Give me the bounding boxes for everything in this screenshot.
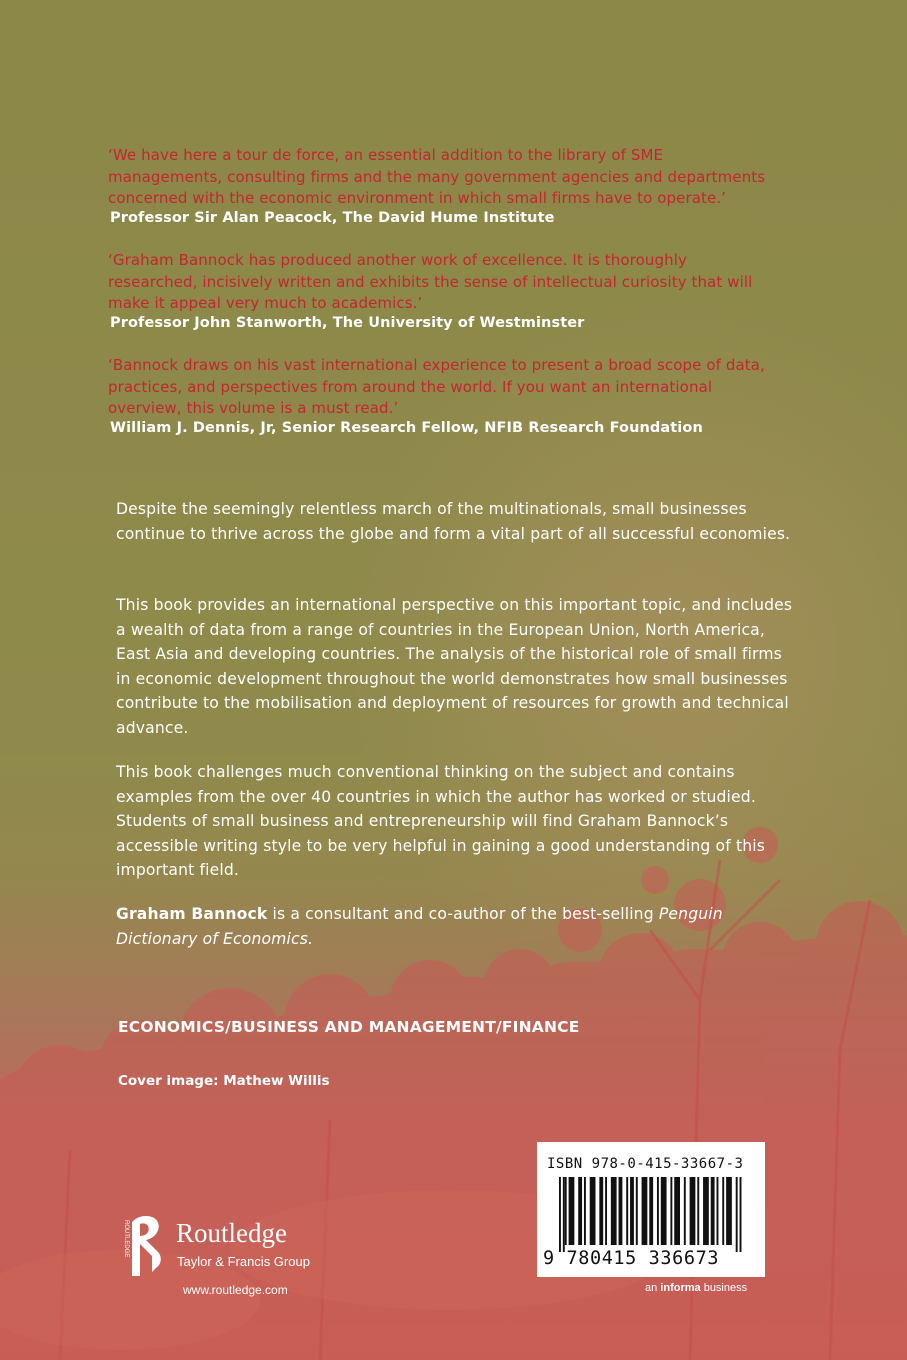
isbn-number: ISBN 978-0-415-33667-3 bbox=[547, 1156, 744, 1172]
description-paragraph-1: Despite the seemingly relentless march of the multinationals, small businesses continue to thrive across the globe and form a vital part of all successful economies. bbox=[116, 500, 791, 543]
publisher-name: Routledge bbox=[176, 1218, 287, 1248]
author-name: Graham Bannock bbox=[116, 905, 268, 923]
publisher-group: Taylor & Francis Group bbox=[177, 1254, 310, 1269]
barcode-bar bbox=[690, 1177, 696, 1245]
publisher-logo bbox=[122, 1212, 362, 1282]
barcode-bar bbox=[661, 1177, 667, 1245]
isbn-barcode bbox=[537, 1142, 765, 1277]
barcode-bar bbox=[619, 1177, 623, 1245]
informa-brand: informa bbox=[660, 1282, 701, 1294]
barcode-bar bbox=[722, 1177, 724, 1245]
barcode-bar bbox=[736, 1177, 738, 1252]
informa-prefix: an bbox=[645, 1282, 661, 1294]
barcode-bar bbox=[726, 1177, 732, 1245]
barcode-bar bbox=[711, 1177, 715, 1245]
routledge-vertical-wordmark: ROUTLEDGE bbox=[123, 1220, 129, 1258]
author-bio bbox=[116, 902, 796, 951]
review-attribution-3: William J. Dennis, Jr, Senior Research Fellow, NFIB Research Foundation bbox=[110, 420, 703, 436]
barcode-bar bbox=[599, 1177, 603, 1245]
barcode-bar bbox=[684, 1177, 686, 1245]
barcode-bar bbox=[559, 1177, 561, 1252]
review-quote-2: ‘Graham Bannock has produced another work of excellence. It is thoroughly researched, incisively written and exhibits the sense of intellectual curiosity that will make it appeal very much to academics.’ bbox=[108, 251, 753, 312]
barcode-bar bbox=[590, 1177, 596, 1245]
barcode-bars bbox=[559, 1177, 753, 1252]
ean-digits: 9 780415 336673 bbox=[543, 1248, 720, 1269]
review-quote-1: ‘We have here a tour de force, an essential addition to the library of SME managements, consulting firms and the many government agencies and departments concerned with the economic environment in which small firms have to operate.’ bbox=[108, 146, 766, 207]
review-quote-3: ‘Bannock draws on his vast international experience to present a broad scope of data, practices, and perspectives from around the world. If you want an international overview, this volume is a must read.’ bbox=[108, 356, 765, 417]
description-paragraph-2: This book provides an international perspective on this important topic, and includes a wealth of data from a range of countries in the European Union, North America, East Asia and developing countries. The analysis of the historical role of small firms in economic development throughout the world demonstrates how small businesses contribute to the mobilisation and deployment of resources for growth and technical advance. bbox=[116, 596, 793, 737]
barcode-bar bbox=[569, 1177, 575, 1245]
barcode-bar bbox=[626, 1177, 628, 1245]
barcode-bar bbox=[565, 1177, 567, 1245]
author-bio-text: is a consultant and co-author of the best-selling bbox=[267, 905, 659, 923]
barcode-bar bbox=[630, 1177, 634, 1245]
barcode-bar bbox=[563, 1177, 565, 1252]
barcode-bar bbox=[578, 1177, 582, 1245]
description-paragraph-3: This book challenges much conventional thinking on the subject and contains examples from the over 40 countries in which the author has worked or studied. Students of small business and entrepreneurship will find Graham Bannock’s accessible writing style to be very helpful in gaining a good understanding of this important field. bbox=[116, 763, 766, 879]
review-attribution-1: Professor Sir Alan Peacock, The David Hume Institute bbox=[110, 210, 555, 226]
author-book-title: Penguin Dictionary of Economics. bbox=[116, 905, 723, 948]
barcode-bar bbox=[717, 1177, 719, 1245]
routledge-logo-icon bbox=[122, 1212, 170, 1280]
barcode-bar bbox=[649, 1177, 653, 1245]
review-attribution-2: Professor John Stanworth, The University of Westminster bbox=[110, 315, 585, 331]
barcode-bar bbox=[670, 1177, 672, 1245]
barcode-bar bbox=[703, 1177, 709, 1245]
barcode-bar bbox=[584, 1177, 586, 1245]
barcode-bar bbox=[611, 1177, 617, 1245]
barcode-bar bbox=[657, 1177, 659, 1245]
barcode-bar bbox=[605, 1177, 607, 1245]
publisher-url: www.routledge.com bbox=[183, 1283, 288, 1297]
informa-business-tagline bbox=[645, 1282, 747, 1294]
barcode-bar bbox=[740, 1177, 742, 1252]
barcode-bar bbox=[697, 1177, 699, 1245]
barcode-bar bbox=[674, 1177, 680, 1245]
informa-suffix: business bbox=[700, 1282, 748, 1294]
barcode-bar bbox=[642, 1177, 648, 1245]
cover-image-credit: Cover image: Mathew Willis bbox=[118, 1073, 330, 1089]
subject-category: ECONOMICS/BUSINESS AND MANAGEMENT/FINANCE bbox=[118, 1018, 580, 1036]
barcode-bar bbox=[636, 1177, 638, 1245]
